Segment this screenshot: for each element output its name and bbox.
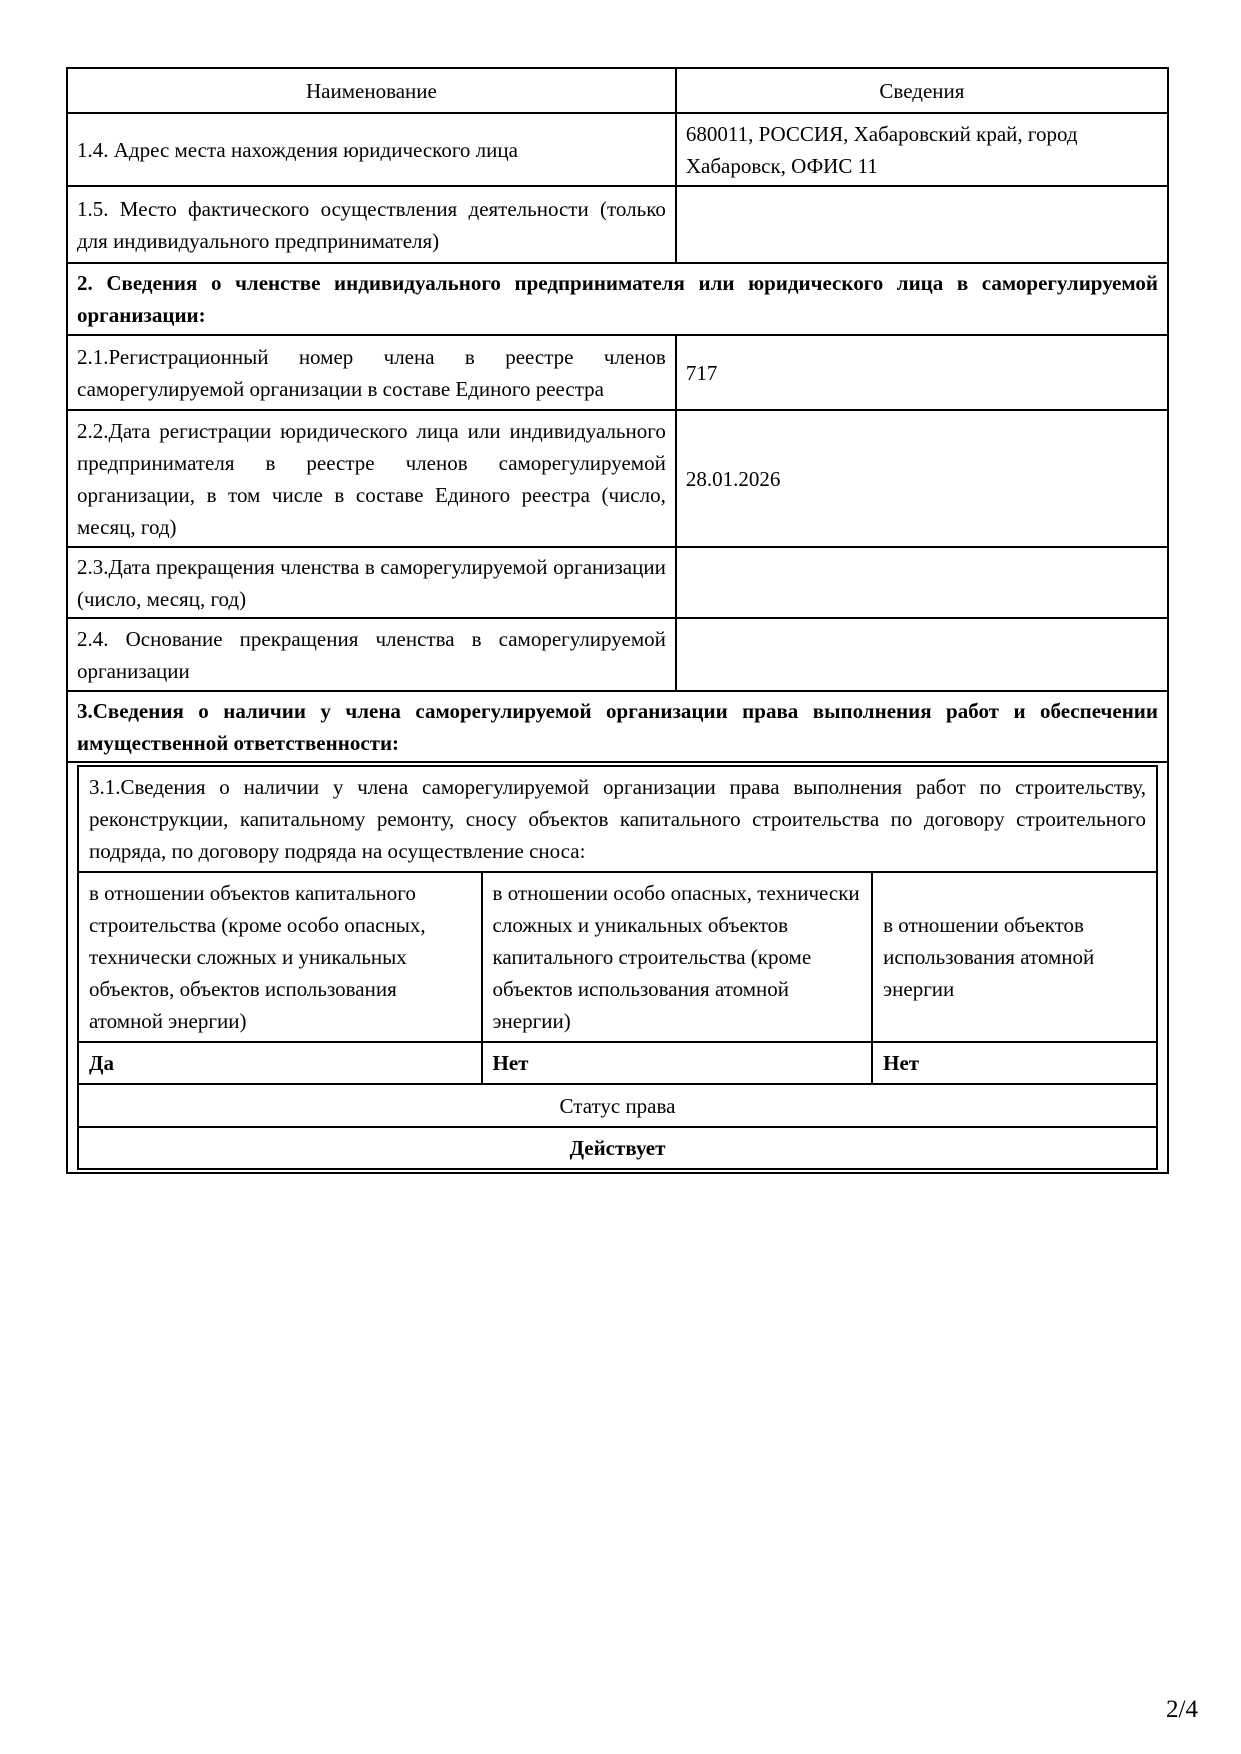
table-row-2-1 bbox=[67, 335, 1168, 410]
header-value-column: Сведения bbox=[676, 68, 1168, 113]
registry-table bbox=[66, 67, 1169, 1174]
status-label: Статус права bbox=[78, 1084, 1157, 1127]
value-capital-objects: Да bbox=[78, 1042, 482, 1084]
row-2-1-name: 2.1.Регистрационный номер члена в реестре членов саморегулируемой организации в составе Единого реестра bbox=[67, 335, 676, 410]
row-1-4-name: 1.4. Адрес места нахождения юридического лица bbox=[67, 113, 676, 186]
section-3-content-row bbox=[67, 762, 1168, 1173]
row-2-3-name: 2.3.Дата прекращения членства в саморегулируемой организации (число, месяц, год) bbox=[67, 547, 676, 618]
subtable-col-hazardous-objects: в отношении особо опасных, технически сложных и уникальных объектов капитального строительства (кроме объектов использования атомной энергии) bbox=[482, 872, 873, 1042]
row-1-5-name: 1.5. Место фактического осуществления деятельности (только для индивидуального предпринимателя) bbox=[67, 186, 676, 263]
page-number: 2/4 bbox=[1166, 1696, 1198, 1723]
row-2-2-name: 2.2.Дата регистрации юридического лица или индивидуального предпринимателя в реестре членов саморегулируемой организации, в том числе в составе Единого реестра (число, месяц, год) bbox=[67, 410, 676, 547]
row-2-1-value: 717 bbox=[676, 335, 1168, 410]
row-1-5-value bbox=[676, 186, 1168, 263]
table-row-1-4 bbox=[67, 113, 1168, 186]
section-3-row bbox=[67, 691, 1168, 762]
row-2-2-value: 28.01.2026 bbox=[676, 410, 1168, 547]
subtable-col-nuclear-objects: в отношении объектов использования атомной энергии bbox=[872, 872, 1157, 1042]
status-label-row bbox=[78, 1084, 1157, 1127]
row-2-3-value bbox=[676, 547, 1168, 618]
subtable-col-capital-objects: в отношении объектов капитального строительства (кроме особо опасных, технически сложных и уникальных объектов, объектов использования атомной энергии) bbox=[78, 872, 482, 1042]
row-1-4-value: 680011, РОССИЯ, Хабаровский край, город Хабаровск, ОФИС 11 bbox=[676, 113, 1168, 186]
table-row-2-2 bbox=[67, 410, 1168, 547]
subtable-column-headers-row bbox=[78, 872, 1157, 1042]
section-2-title: 2. Сведения о членстве индивидуального предпринимателя или юридического лица в саморегулируемой организации: bbox=[67, 263, 1168, 335]
section-3-title: 3.Сведения о наличии у члена саморегулируемой организации права выполнения работ и обеспечении имущественной ответственности: bbox=[67, 691, 1168, 762]
subtable-intro-row bbox=[78, 766, 1157, 872]
section-3-content-cell bbox=[67, 762, 1168, 1173]
table-header-row bbox=[67, 68, 1168, 113]
value-nuclear-objects: Нет bbox=[872, 1042, 1157, 1084]
row-2-4-value bbox=[676, 618, 1168, 691]
row-2-4-name: 2.4. Основание прекращения членства в саморегулируемой организации bbox=[67, 618, 676, 691]
value-hazardous-objects: Нет bbox=[482, 1042, 873, 1084]
table-row-2-4 bbox=[67, 618, 1168, 691]
status-value: Действует bbox=[78, 1127, 1157, 1169]
subtable-intro: 3.1.Сведения о наличии у члена саморегулируемой организации права выполнения работ по строительству, реконструкции, капитальному ремонту, сносу объектов капитального строительства по договору строительного подряда, по договору подряда на осуществление сноса: bbox=[78, 766, 1157, 872]
table-row-1-5 bbox=[67, 186, 1168, 263]
subtable-values-row bbox=[78, 1042, 1157, 1084]
rights-subtable bbox=[77, 765, 1158, 1170]
table-row-2-3 bbox=[67, 547, 1168, 618]
header-name-column: Наименование bbox=[67, 68, 676, 113]
status-value-row bbox=[78, 1127, 1157, 1169]
section-2-row bbox=[67, 263, 1168, 335]
